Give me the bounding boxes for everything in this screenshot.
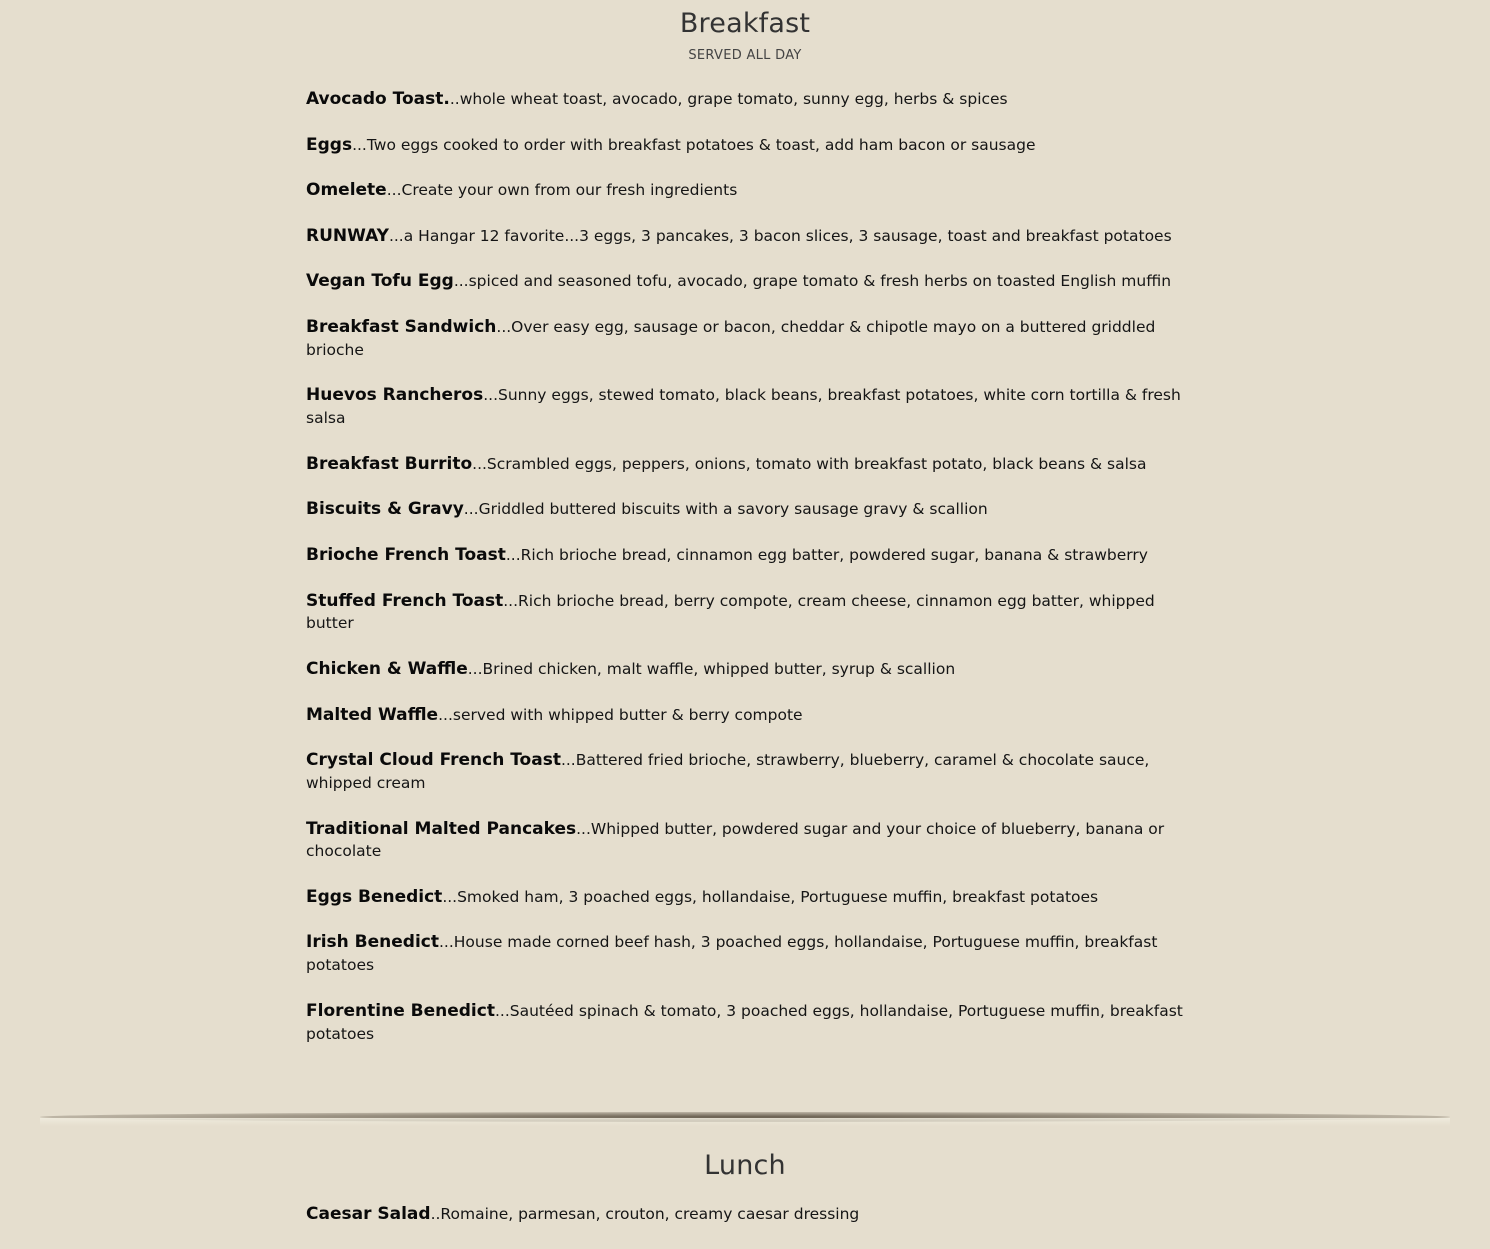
menu-item-name: Florentine Benedict (306, 1000, 495, 1021)
menu-item-description: Sunny eggs, stewed tomato, black beans, breakfast potatoes, white corn tortilla & fresh salsa (306, 386, 1181, 428)
menu-item-separator: ... (352, 135, 367, 154)
menu-item-separator: .. (449, 90, 460, 108)
menu-item-description: Over easy egg, sausage or bacon, cheddar & chipotle mayo on a buttered griddled brioche (306, 317, 1156, 359)
menu-item (306, 1203, 1206, 1249)
menu-item-description: Rich brioche bread, berry compote, cream cheese, cinnamon egg batter, whipped butter (306, 591, 1155, 633)
section-divider-highlight (40, 1118, 1450, 1126)
menu-item-separator: ... (496, 317, 512, 336)
menu-item-separator: ... (463, 500, 479, 519)
menu-item (306, 384, 1206, 452)
menu-item-description: Griddled buttered biscuits with a savory sausage gravy & scallion (478, 500, 988, 519)
menu-item-name: Huevos Rancheros (306, 385, 484, 406)
menu-item (306, 316, 1206, 384)
menu-item-separator: ... (560, 751, 576, 770)
menu-item (306, 704, 1206, 750)
menu-item-separator: ... (494, 1001, 510, 1020)
menu-item-separator: ... (483, 386, 498, 405)
menu-item-description: Create your own from our fresh ingredients (401, 181, 738, 200)
menu-item-separator: ... (386, 181, 402, 200)
menu-item-description: Brined chicken, malt waffle, whipped butter, syrup & scallion (482, 659, 956, 678)
menu-item-description: whole wheat toast, avocado, grape tomato, sunny egg, herbs & spices (459, 90, 1008, 108)
menu-item-separator: ... (467, 659, 483, 678)
menu-item-name: Irish Benedict (306, 932, 439, 953)
menu-item-separator: .. (430, 1205, 441, 1223)
menu-item-description: served with whipped butter & berry compote (452, 705, 803, 724)
menu-item-description: Scrambled eggs, peppers, onions, tomato with breakfast potato, black beans & salsa (486, 454, 1147, 473)
menu-item (306, 818, 1206, 886)
menu-item-name: Avocado Toast. (306, 89, 450, 109)
menu-item-name: Vegan Tofu Egg (306, 271, 454, 292)
menu-item-description: Smoked ham, 3 poached eggs, hollandaise, Portuguese muffin, breakfast potatoes (457, 887, 1099, 906)
menu-item (306, 749, 1206, 817)
menu-item (306, 225, 1206, 271)
menu-item-description: spiced and seasoned tofu, avocado, grape tomato & fresh herbs on toasted English muffin (468, 272, 1172, 291)
menu-item-name: Biscuits & Gravy (306, 499, 464, 520)
breakfast-section-subtitle: SERVED ALL DAY (688, 48, 802, 63)
menu-item-separator: ... (442, 887, 458, 906)
menu-item (306, 270, 1206, 316)
menu-item-separator: ... (472, 454, 487, 473)
menu-item-separator: ... (503, 591, 519, 610)
menu-item (306, 179, 1206, 225)
menu-item-description: a Hangar 12 favorite...3 eggs, 3 pancakes, 3 bacon slices, 3 sausage, toast and breakfast potatoes (403, 226, 1172, 245)
menu-item-name: Crystal Cloud French Toast (306, 750, 561, 771)
lunch-menu-list (306, 1203, 1206, 1249)
menu-item-name: Brioche French Toast (306, 544, 506, 565)
menu-item-name: Chicken & Waffle (306, 658, 468, 679)
menu-item-description: Battered fried brioche, strawberry, blueberry, caramel & chocolate sauce, whipped cream (306, 751, 1150, 792)
menu-item-name: Eggs Benedict (306, 886, 443, 907)
lunch-section-title: Lunch (704, 1150, 786, 1181)
menu-item (306, 590, 1206, 658)
menu-item-name: Malted Waffle (306, 704, 439, 725)
breakfast-section-title: Breakfast (679, 8, 811, 39)
menu-item-name: RUNWAY (306, 225, 389, 246)
menu-item (306, 453, 1206, 499)
menu-item-name: Caesar Salad (306, 1204, 431, 1224)
menu-item (306, 886, 1206, 932)
menu-item-description: Two eggs cooked to order with breakfast potatoes & toast, add ham bacon or sausage (366, 135, 1036, 154)
menu-item-name: Traditional Malted Pancakes (306, 818, 577, 839)
menu-item-description: Sautéed spinach & tomato, 3 poached eggs, hollandaise, Portuguese muffin, breakfast potatoes (306, 1001, 1183, 1043)
menu-item (306, 88, 1206, 134)
menu-item (306, 544, 1206, 590)
menu-item (306, 1000, 1206, 1068)
menu-item (306, 498, 1206, 544)
menu-item-description: Romaine, parmesan, crouton, creamy caesar dressing (440, 1205, 860, 1223)
menu-item-separator: ... (453, 272, 469, 291)
menu-item-name: Omelete (306, 180, 387, 201)
menu-item-separator: ... (388, 226, 404, 245)
breakfast-menu-list (306, 88, 1206, 1068)
menu-item (306, 134, 1206, 180)
menu-item-name: Eggs (306, 134, 353, 155)
menu-item-separator: ... (576, 819, 591, 838)
menu-item (306, 931, 1206, 999)
menu-item-separator: ... (438, 705, 453, 724)
menu-item-separator: ... (505, 545, 521, 564)
menu-item-name: Stuffed French Toast (306, 590, 504, 611)
menu-item-description: Rich brioche bread, cinnamon egg batter, powdered sugar, banana & strawberry (520, 545, 1148, 564)
menu-item-description: House made corned beef hash, 3 poached eggs, hollandaise, Portuguese muffin, breakfast potatoes (306, 933, 1158, 975)
menu-item-name: Breakfast Sandwich (306, 316, 497, 337)
menu-item (306, 658, 1206, 704)
menu-item-description: Whipped butter, powdered sugar and your choice of blueberry, banana or chocolate (306, 819, 1165, 861)
menu-item-separator: ... (439, 933, 454, 952)
menu-item-name: Breakfast Burrito (306, 453, 473, 474)
